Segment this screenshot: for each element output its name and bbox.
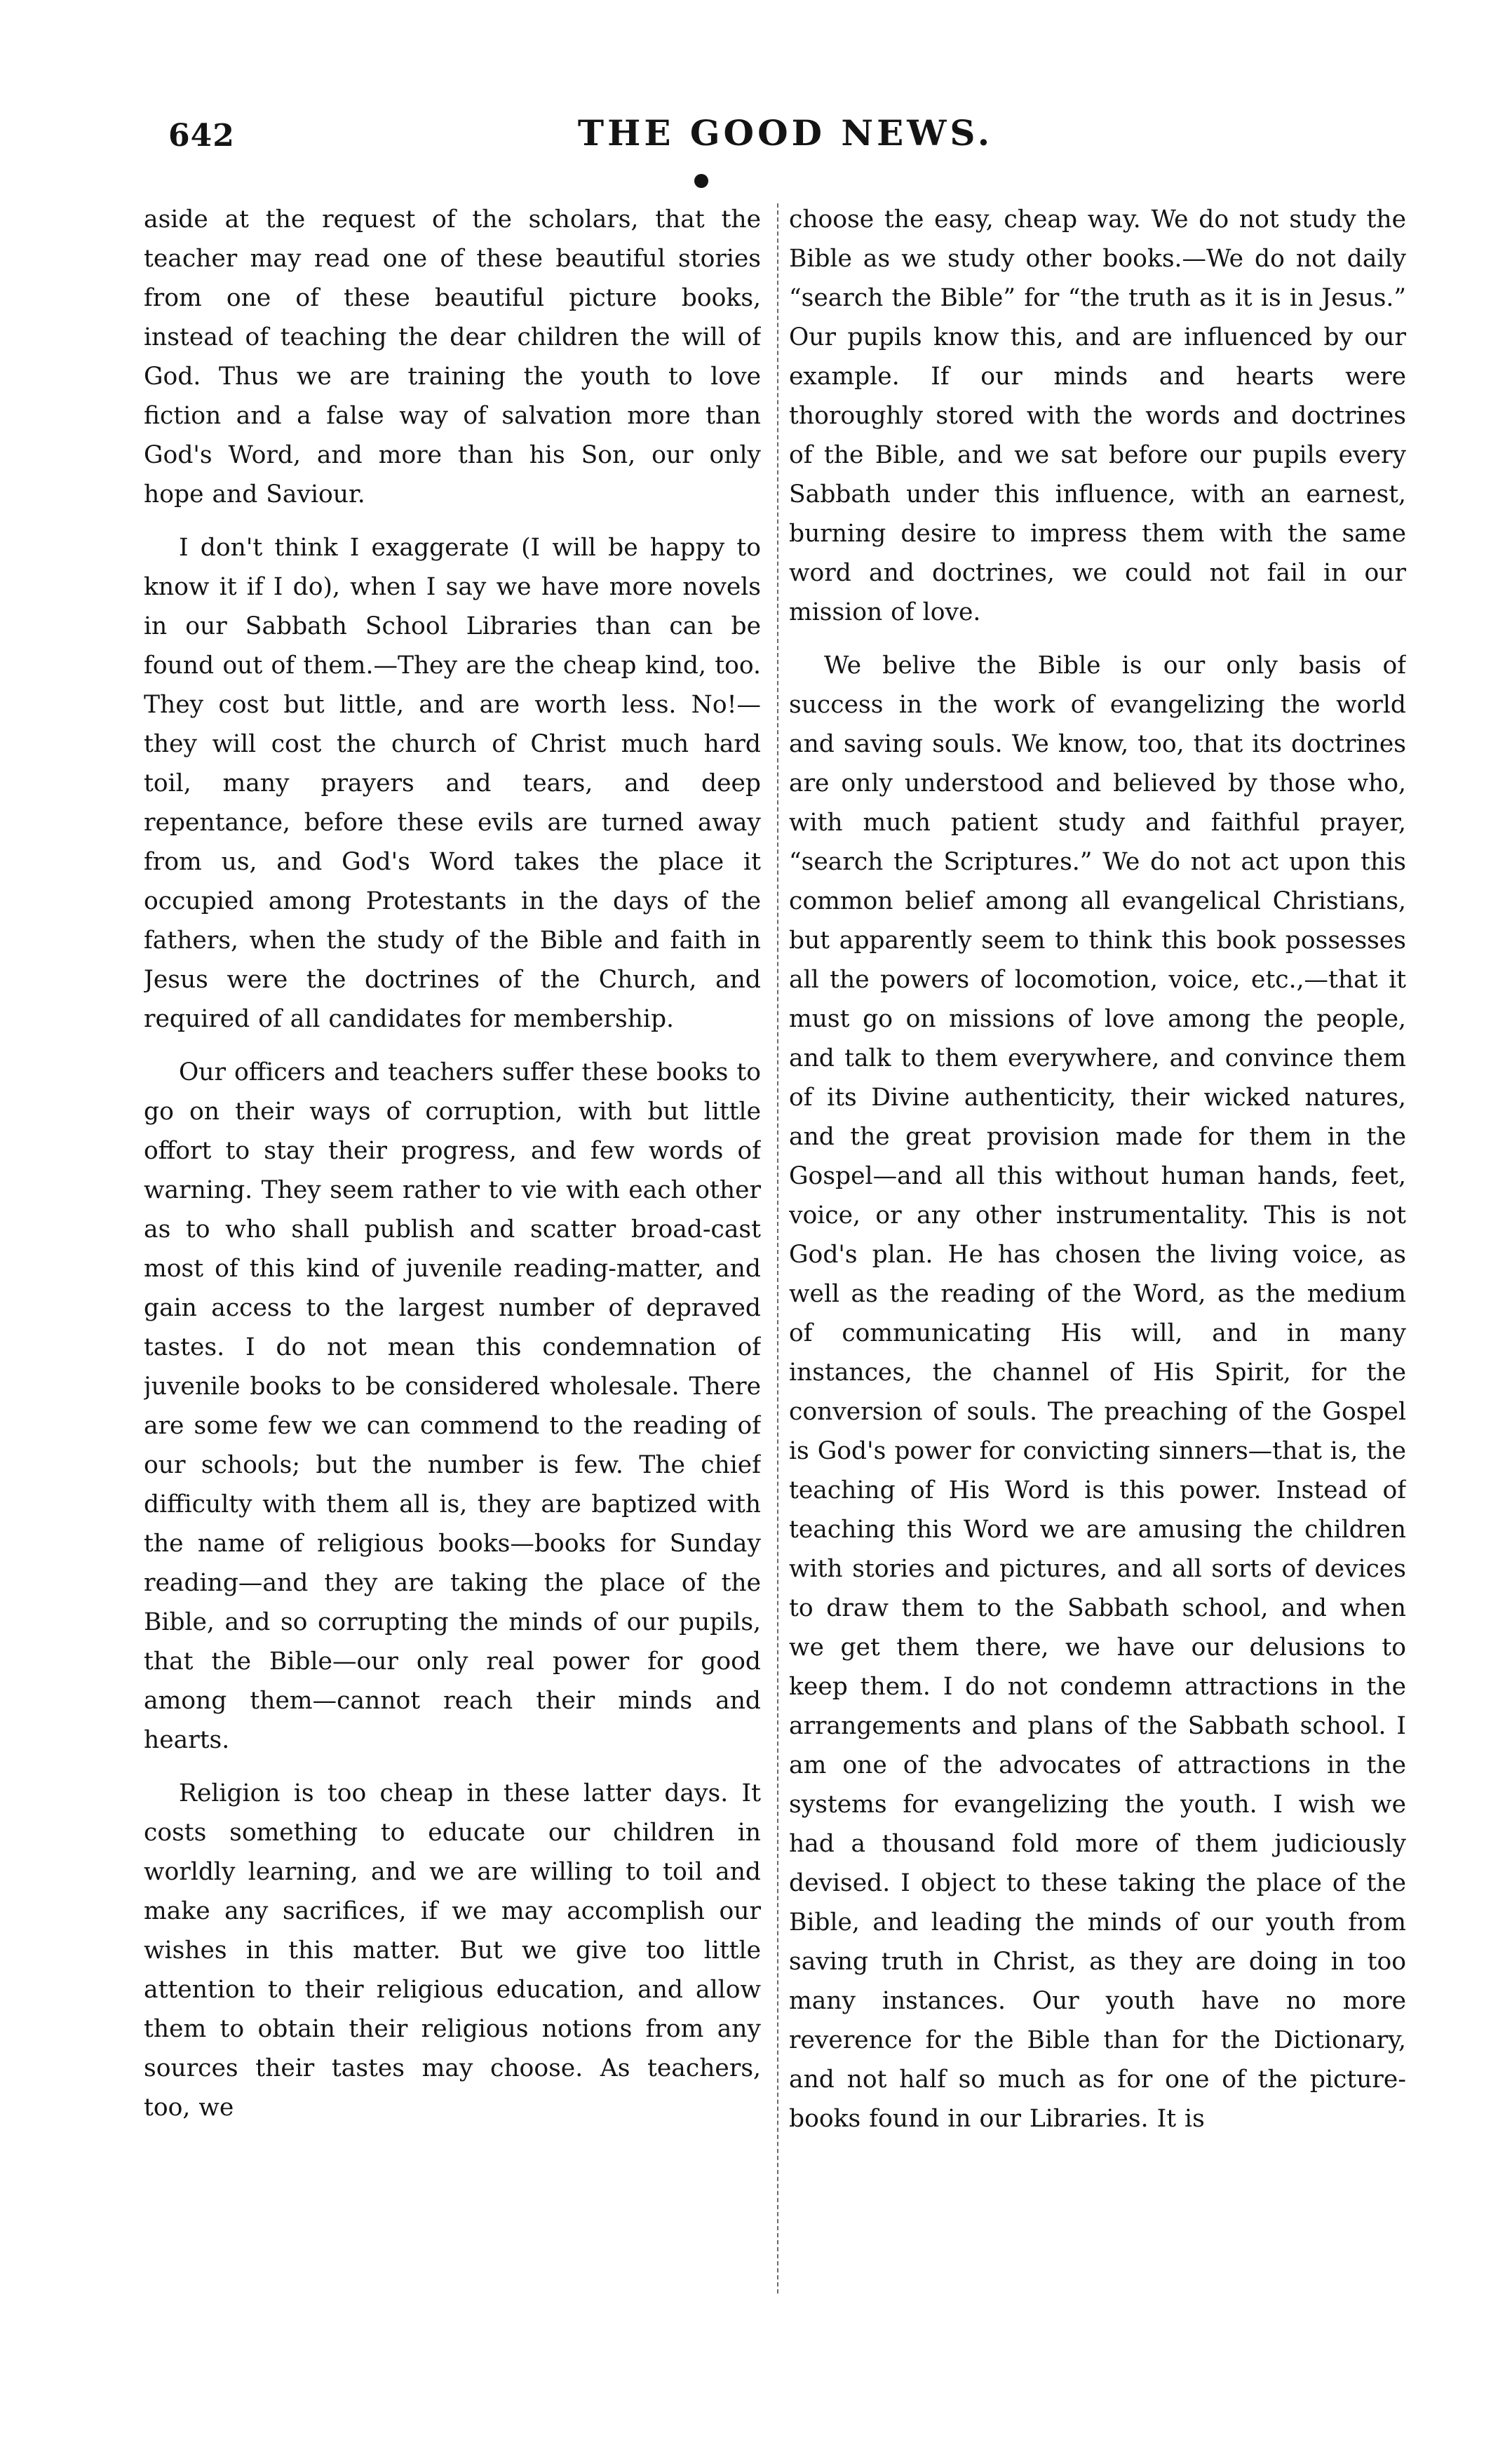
paragraph: We belive the Bible is our only basis of success in the work of evangelizing the world and saving souls. We know, too, that its doctrines are only understood and believed by those who, with much patient study and faithful prayer, “search the Scriptures.” We do not act upon this common belief among all evangelical Christians, but apparently seem to think this book possesses all the powers of locomotion, voice, etc.,—that it must go on missions of love among the people, and talk to them everywhere, and convince them of its Divine authenticity, their wicked natures, and the great provision made for them in the Gospel—and all this without human hands, feet, voice, or any other instrumentality. This is not God's plan. He has chosen the living voice, as well as the reading of the Word, as the medium of communicating His will, and in many instances, the channel of His Spirit, for the conversion of souls. The preaching of the Gospel is God's power for convicting sinners—that is, the teaching of His Word is this power. Instead of teaching this Word we are amusing the children with stories and pictures, and all sorts of devices to draw them to the Sabbath school, and when we get them there, we have our delusions to keep them. I do not condemn attractions in the arrangements and plans of the Sabbath school. I am one of the advocates of attractions in the systems for evangelizing the youth. I wish we had a thousand fold more of them judiciously devised. I object to these taking the place of the Bible, and leading the minds of our youth from saving truth in Christ, as they are doing in too many instances. Our youth have no more reverence for the Bible than for the Dictionary, and not half so much as for one of the picture-books found in our Libraries. It is (789, 652, 1406, 2133)
publication-title: THE GOOD NEWS. (577, 112, 994, 154)
page-header (168, 112, 1403, 168)
paragraph: I don't think I exaggerate (I will be happy to know it if I do), when I say we have more novels in our Sabbath School Libraries than can be found out of them.—They are the cheap kind, too. They cost but little, and are worth less. No!—they will cost the church of Christ much hard toil, many prayers and tears, and deep repentance, before these evils are turned away from us, and God's Word takes the place it occupied among Protestants in the days of the fathers, when the study of the Bible and faith in Jesus were the doctrines of the Church, and required of all candidates for membership. (144, 534, 761, 1033)
paragraph: Religion is too cheap in these latter days. It costs something to educate our children in worldly learning, and we are willing to toil and make any sacrifices, if we may accomplish our wishes in this matter. But we give too little attention to their religious education, and allow them to obtain their religious notions from any sources their tastes may choose. As teachers, too, we (144, 1779, 761, 2122)
page-number: 642 (168, 118, 235, 154)
right-column (789, 200, 1406, 2360)
left-column (144, 200, 761, 2360)
ornament-dot (694, 174, 708, 188)
paragraph: Our officers and teachers suffer these books to go on their ways of corruption, with but little offort to stay their progress, and few words of warning. They seem rather to vie with each other as to who shall publish and scatter broad-cast most of this kind of juvenile reading-matter, and gain access to the largest number of depraved tastes. I do not mean this condemnation of juvenile books to be considered wholesale. There are some few we can commend to the reading of our schools; but the number is few. The chief difficulty with them all is, they are baptized with the name of religious books—books for Sunday reading—and they are taking the place of the Bible, and so corrupting the minds of our pupils, that the Bible—our only real power for good among them—cannot reach their minds and hearts. (144, 1058, 761, 1754)
paragraph: aside at the request of the scholars, that the teacher may read one of these beautiful stories from one of these beautiful picture books, instead of teaching the dear children the will of God. Thus we are training the youth to love fiction and a false way of salvation more than God's Word, and more than his Son, our only hope and Saviour. (144, 206, 761, 508)
column-divider (777, 203, 778, 2293)
paragraph: choose the easy, cheap way. We do not study the Bible as we study other books.—We do not daily “search the Bible” for “the truth as it is in Jesus.” Our pupils know this, and are influenced by our example. If our minds and hearts were thoroughly stored with the words and doctrines of the Bible, and we sat before our pupils every Sabbath under this influence, with an earnest, burning desire to impress them with the same word and doctrines, we could not fail in our mission of love. (789, 206, 1406, 626)
